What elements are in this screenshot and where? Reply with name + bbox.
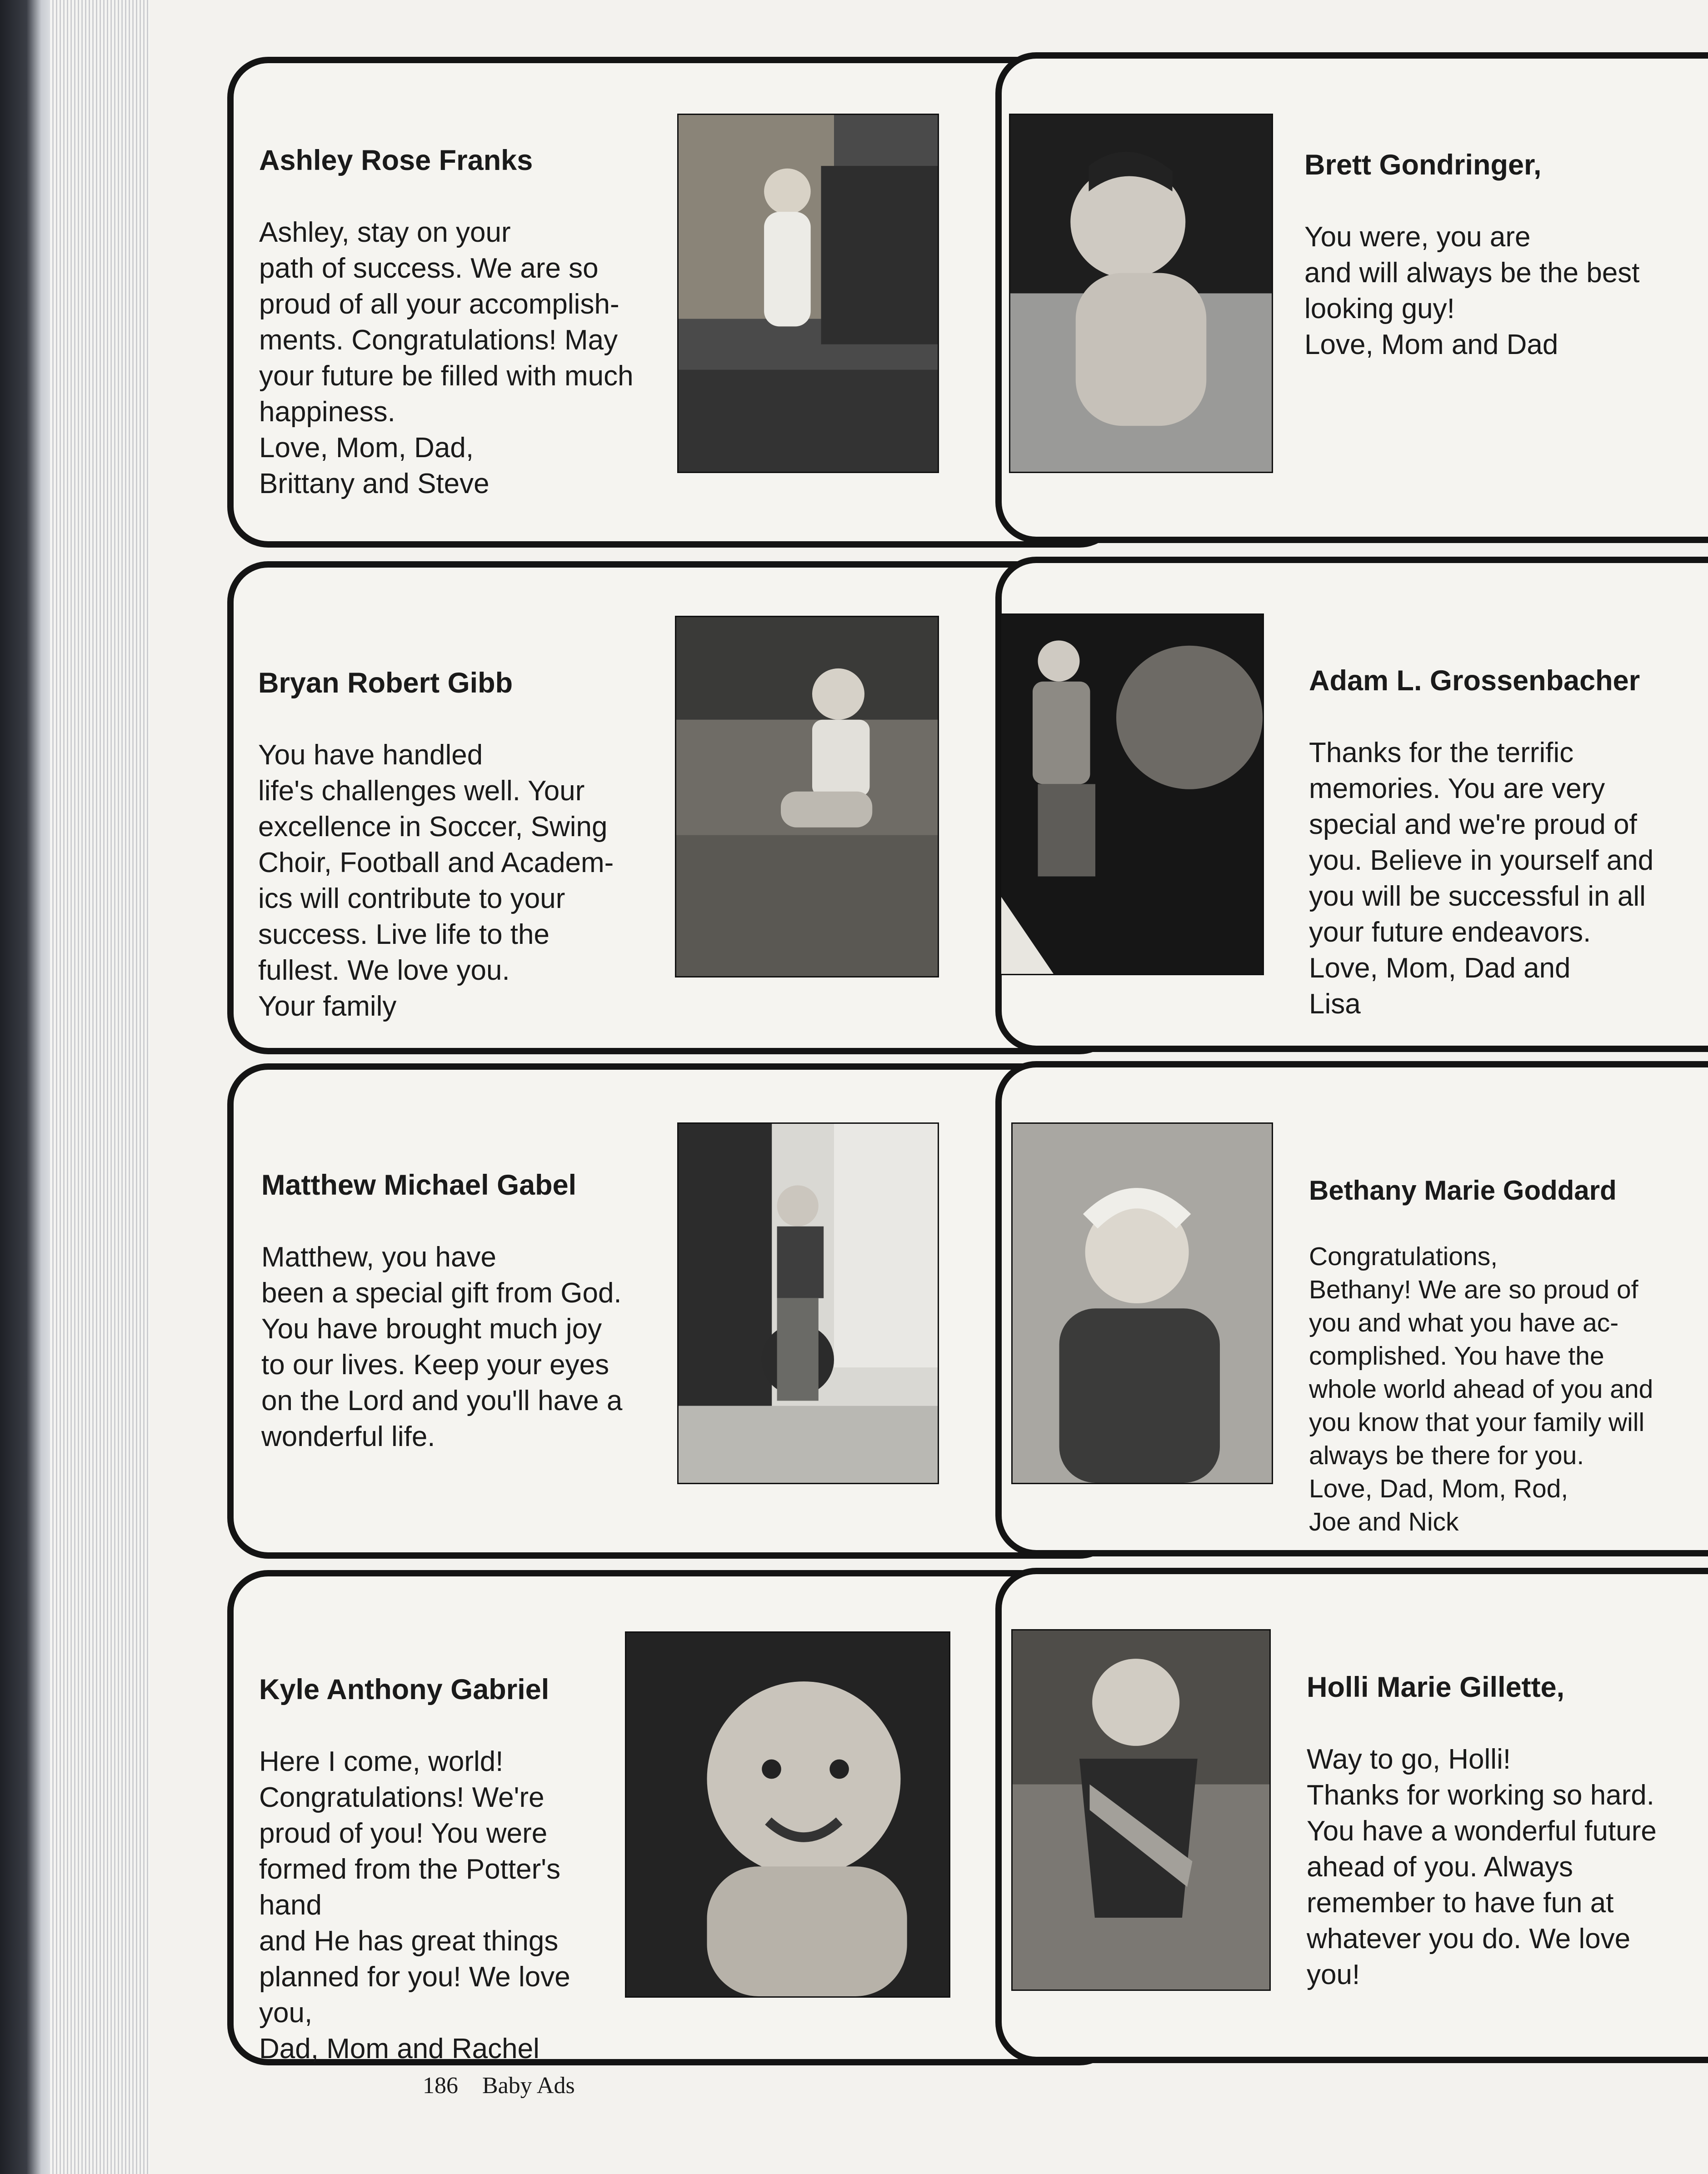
ad-message: Thanks for the terrific memories. You are very special and we're proud of you. Believe in yourself and you will be successful in all your future endeavors. Love, Mom, Dad and Lisa xyxy=(1309,737,1654,1020)
photo-bryan xyxy=(675,616,939,977)
ad-name: Ashley Rose Franks xyxy=(259,145,533,176)
ad-name: Brett Gondringer, xyxy=(1304,149,1542,181)
toddler-bath-photo-icon xyxy=(1010,115,1272,472)
page-edges xyxy=(50,0,155,2174)
toddler-standing-photo-icon xyxy=(679,115,938,472)
ad-message: You have handled life's challenges well. Your excellence in Soccer, Swing Choir, Football and Academ- ics will contribute to your success. Live life to the fullest. We love you. Your family xyxy=(258,739,614,1022)
photo-holli xyxy=(1011,1629,1271,1991)
photo-matthew xyxy=(677,1122,939,1484)
ad-name: Holli Marie Gillette, xyxy=(1307,1671,1565,1703)
boy-hopper-ball-photo-icon xyxy=(679,1124,938,1483)
toddler-swimsuit-photo-icon xyxy=(1013,1630,1269,1990)
ad-text-adam xyxy=(1309,627,1704,1058)
photo-brett xyxy=(1009,114,1273,473)
ad-text-matthew xyxy=(261,1132,670,1491)
toddler-girl-photo-icon xyxy=(1013,1124,1272,1483)
ad-text-kyle xyxy=(259,1636,623,2103)
page-number: 186 xyxy=(423,2073,458,2099)
ad-message: Here I come, world! Congratulations! We're proud of you! You were formed from the Potter's hand and He has great things planned for you! We love you, Dad, Mom and Rachel xyxy=(259,1746,570,2064)
ad-name: Matthew Michael Gabel xyxy=(261,1169,577,1201)
ad-text-bethany xyxy=(1309,1141,1704,1572)
ad-text-bryan xyxy=(258,629,667,1060)
ad-message: Ashley, stay on your path of success. We are so proud of all your accomplish- ments. Congratulations! May your future be filled with much happiness. Love, Mom, Dad, Brittany and Steve xyxy=(259,217,634,499)
ad-name: Adam L. Grossenbacher xyxy=(1309,665,1640,697)
ad-name: Bethany Marie Goddard xyxy=(1309,1175,1617,1206)
photo-adam xyxy=(1000,613,1264,975)
photo-kyle xyxy=(625,1631,950,1998)
ad-message: Matthew, you have been a special gift from God. You have brought much joy to our lives. Keep your eyes on the Lord and you'll have a wonderful life. xyxy=(261,1242,623,1452)
ad-text-holli xyxy=(1307,1634,1704,2029)
photo-ashley xyxy=(677,114,939,473)
photo-bethany xyxy=(1011,1122,1273,1484)
ad-text-brett xyxy=(1304,111,1704,399)
page-footer xyxy=(423,2072,575,2099)
ad-message: Congratulations, Bethany! We are so proud of you and what you have ac- complished. You have the whole world ahead of you and you know that your family will always be there for you. Love, Dad, Mom, Rod, Joe and Nick xyxy=(1309,1242,1653,1536)
ad-name: Kyle Anthony Gabriel xyxy=(259,1674,549,1705)
ad-message: You were, you are and will always be the best looking guy! Love, Mom and Dad xyxy=(1304,221,1640,360)
section-title: Baby Ads xyxy=(482,2073,575,2099)
ad-name: Bryan Robert Gibb xyxy=(258,667,513,699)
toddler-sitting-photo-icon xyxy=(676,617,938,976)
baby-smiling-photo-icon xyxy=(626,1633,949,1996)
yearbook-page xyxy=(150,0,1708,2174)
ad-message: Way to go, Holli! Thanks for working so hard. You have a wonderful future ahead of you. Always remember to have fun at whatever you do. We love you! xyxy=(1307,1744,1657,1990)
boy-portrait-photo-icon xyxy=(1001,615,1263,974)
ad-text-ashley xyxy=(259,107,668,538)
